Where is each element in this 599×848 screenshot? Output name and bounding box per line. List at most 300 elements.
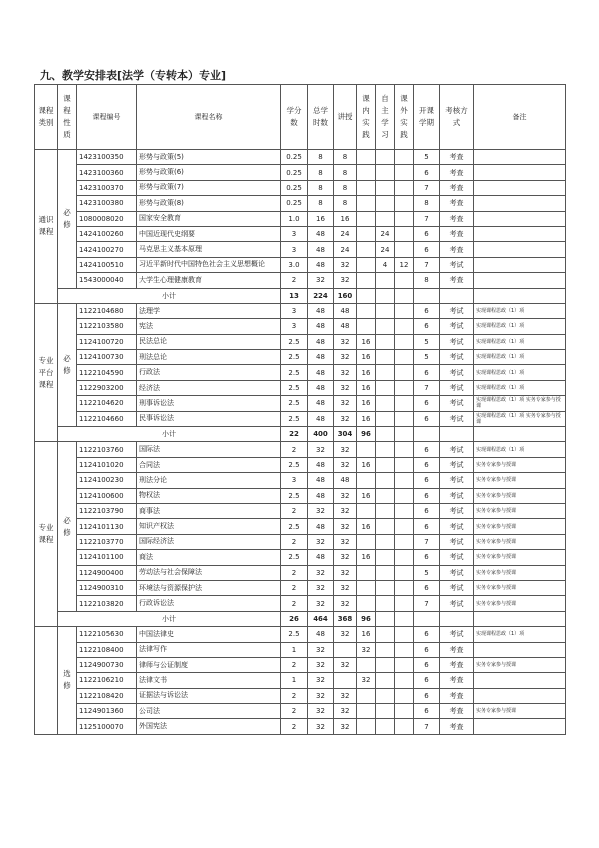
table-row	[35, 257, 566, 272]
course-code-cell: 1124100730	[77, 350, 137, 365]
out-practice-cell	[395, 565, 414, 580]
self-study-cell	[376, 442, 395, 457]
header-nature: 课程性质	[58, 85, 77, 150]
lecture-hours-cell: 24	[334, 226, 357, 241]
table-row	[35, 719, 566, 734]
out-practice-cell	[395, 442, 414, 457]
total-hours-cell: 48	[308, 334, 334, 349]
out-practice-cell	[395, 488, 414, 503]
semester-cell: 6	[414, 411, 440, 426]
semester-cell: 7	[414, 211, 440, 226]
in-practice-cell	[357, 319, 376, 334]
subtotal-total-hours: 400	[308, 427, 334, 442]
semester-cell: 6	[414, 242, 440, 257]
lecture-hours-cell: 32	[334, 442, 357, 457]
subtotal-empty-cell	[440, 427, 474, 442]
credit-cell: 2	[281, 596, 308, 611]
subtotal-empty-cell	[414, 427, 440, 442]
credit-cell: 2	[281, 534, 308, 549]
out-practice-cell	[395, 473, 414, 488]
self-study-cell	[376, 550, 395, 565]
total-hours-cell: 48	[308, 488, 334, 503]
exam-type-cell: 考试	[440, 519, 474, 534]
semester-cell: 6	[414, 580, 440, 595]
table-row	[35, 565, 566, 580]
course-code-cell: 1122106210	[77, 673, 137, 688]
course-code-cell: 1122104590	[77, 365, 137, 380]
course-name-cell: 中国近现代史纲要	[137, 226, 281, 241]
table-row	[35, 380, 566, 395]
table-row	[35, 550, 566, 565]
subtotal-lecture: 368	[334, 611, 357, 626]
exam-type-cell: 考查	[440, 273, 474, 288]
subtotal-empty-cell	[440, 611, 474, 626]
total-hours-cell: 32	[308, 719, 334, 734]
table-row	[35, 488, 566, 503]
table-row	[35, 642, 566, 657]
total-hours-cell: 48	[308, 519, 334, 534]
course-code-cell: 1124900310	[77, 580, 137, 595]
lecture-hours-cell: 16	[334, 211, 357, 226]
category-cell: 专业平台课程	[35, 303, 58, 442]
subtotal-label: 小计	[58, 288, 281, 303]
out-practice-cell	[395, 273, 414, 288]
total-hours-cell: 32	[308, 704, 334, 719]
exam-type-cell: 考试	[440, 334, 474, 349]
in-practice-cell	[357, 719, 376, 734]
course-name-cell: 刑事诉讼法	[137, 396, 281, 411]
out-practice-cell	[395, 688, 414, 703]
self-study-cell	[376, 365, 395, 380]
exam-type-cell: 考试	[440, 257, 474, 272]
out-practice-cell	[395, 627, 414, 642]
course-name-cell: 中国法律史	[137, 627, 281, 642]
exam-type-cell: 考试	[440, 303, 474, 318]
course-code-cell: 1122103760	[77, 442, 137, 457]
exam-type-cell: 考查	[440, 165, 474, 180]
course-name-cell: 刑法分论	[137, 473, 281, 488]
course-code-cell: 1124901360	[77, 704, 137, 719]
total-hours-cell: 8	[308, 180, 334, 195]
table-row	[35, 657, 566, 672]
semester-cell: 6	[414, 673, 440, 688]
in-practice-cell: 16	[357, 380, 376, 395]
table-row	[35, 519, 566, 534]
semester-cell: 6	[414, 442, 440, 457]
exam-type-cell: 考查	[440, 150, 474, 165]
course-code-cell: 1423100380	[77, 196, 137, 211]
lecture-hours-cell: 32	[334, 380, 357, 395]
course-code-cell: 1124101130	[77, 519, 137, 534]
note-cell	[474, 688, 566, 703]
table-row	[35, 503, 566, 518]
exam-type-cell: 考试	[440, 442, 474, 457]
subtotal-lecture: 160	[334, 288, 357, 303]
header-credit: 学分数	[281, 85, 308, 150]
credit-cell: 3	[281, 226, 308, 241]
total-hours-cell: 8	[308, 150, 334, 165]
course-code-cell: 1125100070	[77, 719, 137, 734]
credit-cell: 2	[281, 688, 308, 703]
total-hours-cell: 32	[308, 642, 334, 657]
lecture-hours-cell: 32	[334, 334, 357, 349]
lecture-hours-cell	[334, 673, 357, 688]
course-name-cell: 国际经济法	[137, 534, 281, 549]
self-study-cell	[376, 704, 395, 719]
table-row	[35, 180, 566, 195]
exam-type-cell: 考查	[440, 704, 474, 719]
course-name-cell: 大学生心理健康教育	[137, 273, 281, 288]
exam-type-cell: 考试	[440, 457, 474, 472]
self-study-cell	[376, 350, 395, 365]
credit-cell: 2.5	[281, 627, 308, 642]
total-hours-cell: 48	[308, 303, 334, 318]
course-name-cell: 外国宪法	[137, 719, 281, 734]
course-name-cell: 民事诉讼法	[137, 411, 281, 426]
note-cell: 实务专家参与授课	[474, 580, 566, 595]
subtotal-in-practice: 96	[357, 611, 376, 626]
header-note: 备注	[474, 85, 566, 150]
course-name-cell: 形势与政策(6)	[137, 165, 281, 180]
self-study-cell: 24	[376, 242, 395, 257]
total-hours-cell: 32	[308, 273, 334, 288]
exam-type-cell: 考试	[440, 627, 474, 642]
course-name-cell: 形势与政策(5)	[137, 150, 281, 165]
subtotal-row	[35, 288, 566, 303]
page-title: 九、教学安排表[法学（专转本）专业]	[40, 69, 227, 82]
in-practice-cell	[357, 704, 376, 719]
nature-cell: 选修	[58, 627, 77, 735]
out-practice-cell	[395, 380, 414, 395]
exam-type-cell: 考试	[440, 503, 474, 518]
in-practice-cell	[357, 565, 376, 580]
header-semester: 开课学期	[414, 85, 440, 150]
table-row	[35, 211, 566, 226]
out-practice-cell	[395, 196, 414, 211]
self-study-cell	[376, 503, 395, 518]
credit-cell: 1	[281, 642, 308, 657]
course-name-cell: 环境法与资源保护法	[137, 580, 281, 595]
subtotal-label: 小计	[58, 611, 281, 626]
exam-type-cell: 考试	[440, 550, 474, 565]
exam-type-cell: 考试	[440, 565, 474, 580]
course-name-cell: 律师与公证制度	[137, 657, 281, 672]
semester-cell: 5	[414, 334, 440, 349]
in-practice-cell	[357, 242, 376, 257]
exam-type-cell: 考试	[440, 411, 474, 426]
lecture-hours-cell: 32	[334, 411, 357, 426]
semester-cell: 8	[414, 196, 440, 211]
lecture-hours-cell: 32	[334, 657, 357, 672]
subtotal-empty-cell	[395, 611, 414, 626]
lecture-hours-cell: 8	[334, 196, 357, 211]
total-hours-cell: 48	[308, 365, 334, 380]
self-study-cell	[376, 273, 395, 288]
out-practice-cell	[395, 411, 414, 426]
in-practice-cell	[357, 303, 376, 318]
in-practice-cell	[357, 150, 376, 165]
table-row	[35, 442, 566, 457]
table-row	[35, 242, 566, 257]
course-code-cell: 1424100260	[77, 226, 137, 241]
course-code-cell: 1423100370	[77, 180, 137, 195]
out-practice-cell	[395, 704, 414, 719]
semester-cell: 6	[414, 165, 440, 180]
table-row	[35, 704, 566, 719]
course-name-cell: 经济法	[137, 380, 281, 395]
note-cell: 实现课程思政（1）项	[474, 334, 566, 349]
subtotal-row	[35, 427, 566, 442]
course-name-cell: 宪法	[137, 319, 281, 334]
semester-cell: 6	[414, 473, 440, 488]
note-cell	[474, 673, 566, 688]
course-name-cell: 证据法与诉讼法	[137, 688, 281, 703]
self-study-cell: 4	[376, 257, 395, 272]
total-hours-cell: 48	[308, 473, 334, 488]
category-cell: 专业课程	[35, 442, 58, 627]
self-study-cell	[376, 211, 395, 226]
in-practice-cell	[357, 534, 376, 549]
course-name-cell: 商法	[137, 550, 281, 565]
lecture-hours-cell: 32	[334, 488, 357, 503]
lecture-hours-cell: 32	[334, 273, 357, 288]
out-practice-cell	[395, 165, 414, 180]
in-practice-cell	[357, 442, 376, 457]
in-practice-cell	[357, 180, 376, 195]
nature-cell: 必修	[58, 303, 77, 426]
subtotal-empty-cell	[376, 611, 395, 626]
total-hours-cell: 32	[308, 657, 334, 672]
total-hours-cell: 32	[308, 688, 334, 703]
header-self-study: 自主学习	[376, 85, 395, 150]
course-code-cell: 1122903200	[77, 380, 137, 395]
credit-cell: 0.25	[281, 180, 308, 195]
header-category: 课程类别	[35, 85, 58, 150]
credit-cell: 2	[281, 719, 308, 734]
semester-cell: 6	[414, 457, 440, 472]
exam-type-cell: 考查	[440, 211, 474, 226]
semester-cell: 6	[414, 396, 440, 411]
course-code-cell: 1122104660	[77, 411, 137, 426]
credit-cell: 2.5	[281, 396, 308, 411]
in-practice-cell: 16	[357, 627, 376, 642]
semester-cell: 6	[414, 627, 440, 642]
out-practice-cell	[395, 642, 414, 657]
semester-cell: 5	[414, 150, 440, 165]
course-name-cell: 马克思主义基本原理	[137, 242, 281, 257]
semester-cell: 7	[414, 180, 440, 195]
note-cell: 实务专家参与授课	[474, 550, 566, 565]
table-row	[35, 411, 566, 426]
out-practice-cell	[395, 596, 414, 611]
exam-type-cell: 考试	[440, 596, 474, 611]
category-cell: 通识课程	[35, 150, 58, 304]
in-practice-cell	[357, 165, 376, 180]
credit-cell: 2	[281, 657, 308, 672]
course-name-cell: 行政法	[137, 365, 281, 380]
self-study-cell	[376, 642, 395, 657]
exam-type-cell: 考试	[440, 396, 474, 411]
lecture-hours-cell: 32	[334, 396, 357, 411]
self-study-cell	[376, 565, 395, 580]
note-cell: 实务专家参与授课	[474, 704, 566, 719]
self-study-cell	[376, 319, 395, 334]
self-study-cell	[376, 180, 395, 195]
note-cell: 实务专家参与授课	[474, 534, 566, 549]
note-cell	[474, 642, 566, 657]
credit-cell: 3	[281, 242, 308, 257]
out-practice-cell	[395, 319, 414, 334]
course-code-cell: 1124101100	[77, 550, 137, 565]
subtotal-empty-cell	[474, 611, 566, 626]
course-name-cell: 行政诉讼法	[137, 596, 281, 611]
self-study-cell	[376, 688, 395, 703]
course-code-cell: 1122108400	[77, 642, 137, 657]
exam-type-cell: 考查	[440, 242, 474, 257]
table-body	[35, 150, 566, 735]
course-code-cell: 1124100230	[77, 473, 137, 488]
subtotal-empty-cell	[440, 288, 474, 303]
note-cell	[474, 273, 566, 288]
subtotal-credit: 22	[281, 427, 308, 442]
out-practice-cell	[395, 334, 414, 349]
semester-cell: 6	[414, 303, 440, 318]
lecture-hours-cell: 8	[334, 180, 357, 195]
header-row	[35, 85, 566, 150]
in-practice-cell: 32	[357, 673, 376, 688]
table-row	[35, 580, 566, 595]
course-name-cell: 法律文书	[137, 673, 281, 688]
in-practice-cell: 32	[357, 642, 376, 657]
credit-cell: 2.5	[281, 411, 308, 426]
table-row	[35, 473, 566, 488]
out-practice-cell	[395, 673, 414, 688]
lecture-hours-cell: 32	[334, 565, 357, 580]
credit-cell: 2.5	[281, 519, 308, 534]
out-practice-cell	[395, 242, 414, 257]
course-name-cell: 法律写作	[137, 642, 281, 657]
self-study-cell	[376, 519, 395, 534]
out-practice-cell	[395, 365, 414, 380]
self-study-cell	[376, 411, 395, 426]
note-cell: 实现课程思政（1）项 实务专家参与授课	[474, 411, 566, 426]
course-code-cell: 1423100360	[77, 165, 137, 180]
self-study-cell	[376, 457, 395, 472]
in-practice-cell	[357, 211, 376, 226]
header-name: 课程名称	[137, 85, 281, 150]
note-cell	[474, 226, 566, 241]
note-cell: 实务专家参与授课	[474, 457, 566, 472]
course-code-cell: 1122103580	[77, 319, 137, 334]
course-name-cell: 合同法	[137, 457, 281, 472]
out-practice-cell	[395, 457, 414, 472]
note-cell: 实务专家参与授课	[474, 503, 566, 518]
table-row	[35, 457, 566, 472]
out-practice-cell	[395, 550, 414, 565]
credit-cell: 2	[281, 580, 308, 595]
semester-cell: 6	[414, 642, 440, 657]
exam-type-cell: 考试	[440, 319, 474, 334]
subtotal-empty-cell	[376, 427, 395, 442]
in-practice-cell: 16	[357, 488, 376, 503]
self-study-cell	[376, 596, 395, 611]
in-practice-cell: 16	[357, 457, 376, 472]
total-hours-cell: 8	[308, 165, 334, 180]
total-hours-cell: 48	[308, 380, 334, 395]
table-row	[35, 350, 566, 365]
course-code-cell: 1122104620	[77, 396, 137, 411]
credit-cell: 2.5	[281, 380, 308, 395]
total-hours-cell: 32	[308, 673, 334, 688]
lecture-hours-cell: 8	[334, 165, 357, 180]
subtotal-empty-cell	[395, 427, 414, 442]
total-hours-cell: 32	[308, 442, 334, 457]
header-lecture: 讲授	[334, 85, 357, 150]
exam-type-cell: 考查	[440, 719, 474, 734]
header-total-hours: 总学时数	[308, 85, 334, 150]
in-practice-cell: 16	[357, 365, 376, 380]
subtotal-in-practice	[357, 288, 376, 303]
lecture-hours-cell: 32	[334, 534, 357, 549]
credit-cell: 2.5	[281, 365, 308, 380]
course-code-cell: 1122105630	[77, 627, 137, 642]
course-code-cell: 1122108420	[77, 688, 137, 703]
out-practice-cell: 12	[395, 257, 414, 272]
total-hours-cell: 48	[308, 396, 334, 411]
lecture-hours-cell: 32	[334, 350, 357, 365]
note-cell	[474, 719, 566, 734]
course-name-cell: 习近平新时代中国特色社会主义思想概论	[137, 257, 281, 272]
note-cell: 实务专家参与授课	[474, 596, 566, 611]
course-name-cell: 知识产权法	[137, 519, 281, 534]
in-practice-cell	[357, 257, 376, 272]
out-practice-cell	[395, 719, 414, 734]
semester-cell: 6	[414, 704, 440, 719]
self-study-cell	[376, 334, 395, 349]
lecture-hours-cell: 8	[334, 150, 357, 165]
total-hours-cell: 48	[308, 226, 334, 241]
credit-cell: 0.25	[281, 196, 308, 211]
subtotal-total-hours: 464	[308, 611, 334, 626]
note-cell	[474, 150, 566, 165]
exam-type-cell: 考查	[440, 196, 474, 211]
total-hours-cell: 32	[308, 503, 334, 518]
in-practice-cell	[357, 580, 376, 595]
self-study-cell	[376, 196, 395, 211]
exam-type-cell: 考试	[440, 534, 474, 549]
lecture-hours-cell	[334, 642, 357, 657]
in-practice-cell	[357, 473, 376, 488]
course-name-cell: 物权法	[137, 488, 281, 503]
in-practice-cell	[357, 657, 376, 672]
in-practice-cell: 16	[357, 396, 376, 411]
out-practice-cell	[395, 150, 414, 165]
note-cell: 实现课程思政（1）项	[474, 319, 566, 334]
table-row	[35, 534, 566, 549]
course-name-cell: 民法总论	[137, 334, 281, 349]
subtotal-empty-cell	[414, 611, 440, 626]
self-study-cell	[376, 380, 395, 395]
note-cell	[474, 257, 566, 272]
out-practice-cell	[395, 350, 414, 365]
total-hours-cell: 48	[308, 319, 334, 334]
exam-type-cell: 考试	[440, 350, 474, 365]
note-cell: 实现课程思政（1）项	[474, 627, 566, 642]
credit-cell: 2	[281, 442, 308, 457]
note-cell: 实现课程思政（1）项	[474, 380, 566, 395]
exam-type-cell: 考查	[440, 226, 474, 241]
course-name-cell: 国际法	[137, 442, 281, 457]
